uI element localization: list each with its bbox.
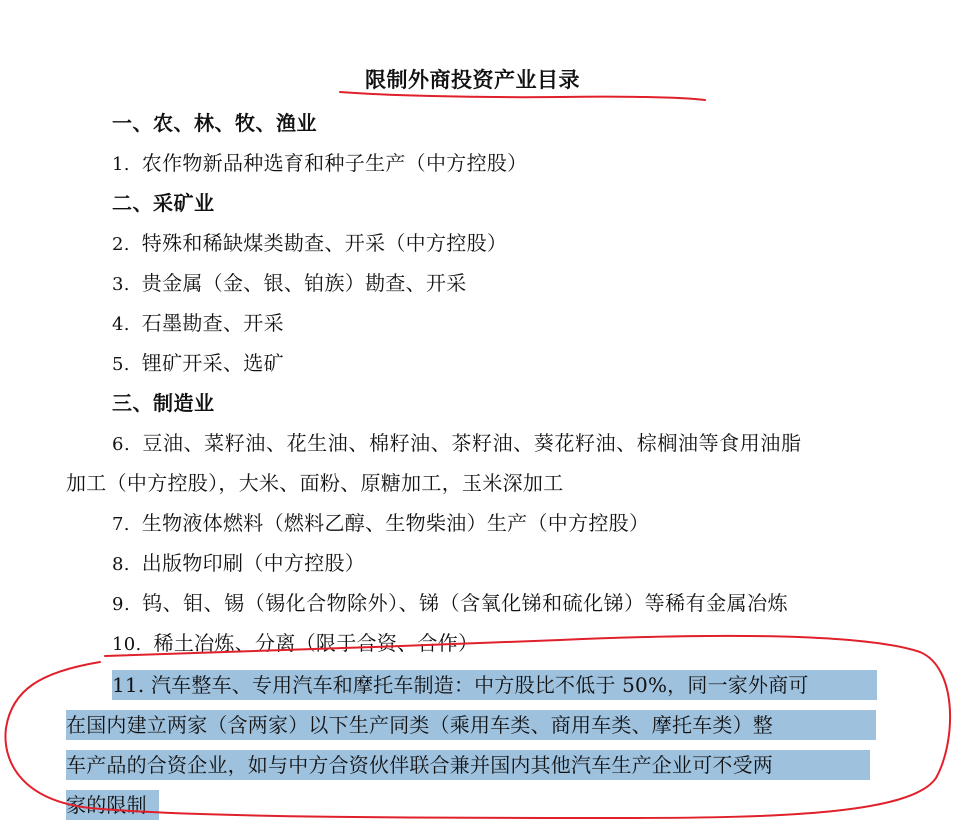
section-heading-mining: 二、采矿业: [112, 191, 215, 215]
item-number: 9.: [112, 594, 131, 615]
item-number: 5.: [112, 354, 130, 375]
item-text: 钨、钼、锡（锡化合物除外）、锑（含氧化锑和硫化锑）等稀有金属冶炼: [142, 591, 789, 615]
document-title: 限制外商投资产业目录: [365, 67, 580, 92]
section-heading-manufacturing: 三、制造业: [112, 391, 215, 415]
item-text: 石墨勘查、开采: [141, 311, 284, 335]
list-item: [112, 349, 284, 379]
highlighted-item-line: 车产品的合资企业，如与中方合资伙伴联合兼并国内其他汽车生产企业可不受两: [66, 753, 773, 777]
item-text: 贵金属（金、银、铂族）勘查、开采: [141, 271, 467, 295]
list-item: [112, 549, 365, 579]
list-item: [112, 429, 802, 459]
highlighted-item-line: 家的限制: [66, 793, 147, 817]
item-text: 豆油、菜籽油、花生油、棉籽油、茶籽油、葵花籽油、棕榈油等食用油脂: [142, 431, 802, 455]
list-item-continuation: 加工（中方控股），大米、面粉、原糖加工，玉米深加工: [66, 471, 564, 495]
item-number: 4.: [112, 314, 130, 335]
item-number: 2.: [112, 234, 130, 255]
highlighted-item-line: 在国内建立两家（含两家）以下生产同类（乘用车类、商用车类、摩托车类）整: [66, 713, 773, 737]
item-number: 8.: [112, 554, 130, 575]
list-item: [112, 589, 788, 619]
item-number: 3.: [112, 274, 130, 295]
highlighted-item-line: 11. 汽车整车、专用汽车和摩托车制造：中方股比不低于 50%，同一家外商可: [112, 673, 809, 697]
list-item: [112, 509, 649, 539]
list-item: [112, 149, 527, 179]
list-item: [112, 229, 507, 259]
item-number: 7.: [112, 514, 130, 535]
item-number: 6.: [112, 434, 131, 455]
item-text: 锂矿开采、选矿: [141, 351, 284, 375]
item-number: 1.: [112, 154, 130, 175]
list-item: [112, 629, 478, 659]
item-text: 农作物新品种选育和种子生产（中方控股）: [141, 151, 528, 175]
item-text: 出版物印刷（中方控股）: [141, 551, 366, 575]
item-text: 稀土冶炼、分离（限于合资、合作）: [153, 631, 479, 655]
item-number: 10.: [112, 634, 142, 655]
list-item: [112, 309, 284, 339]
list-item: [112, 269, 467, 299]
item-text: 特殊和稀缺煤类勘查、开采（中方控股）: [141, 231, 508, 255]
section-heading-agriculture: 一、农、林、牧、渔业: [112, 111, 317, 135]
item-text: 生物液体燃料（燃料乙醇、生物柴油）生产（中方控股）: [141, 511, 650, 535]
